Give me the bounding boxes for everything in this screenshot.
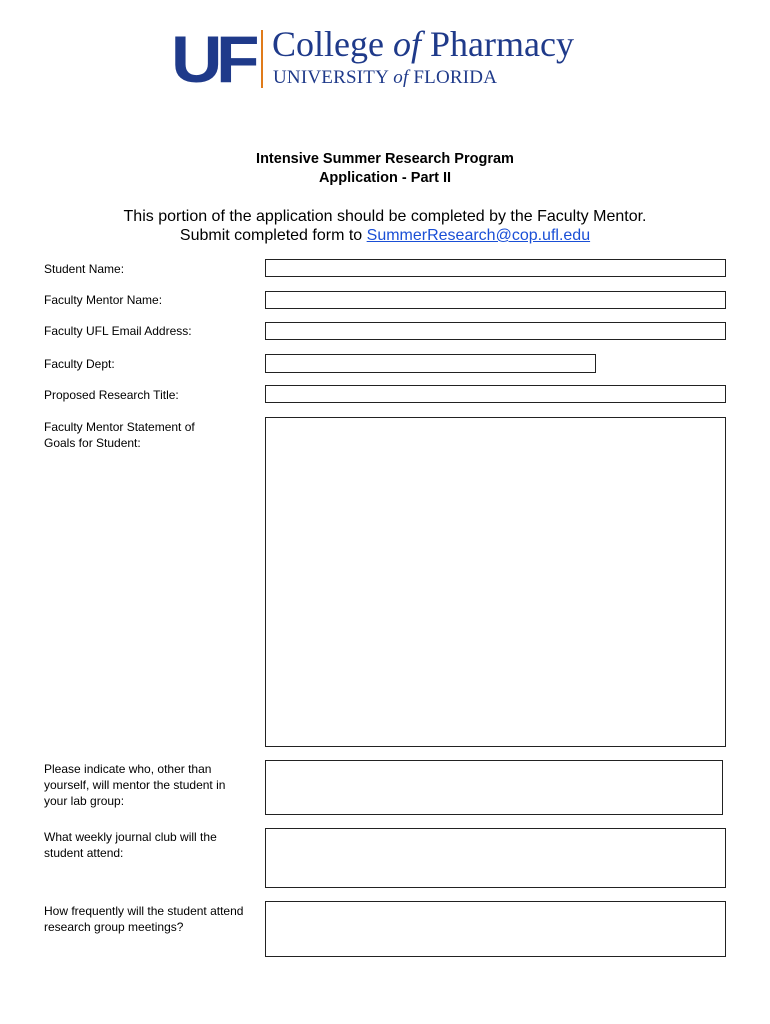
research-title-field[interactable] bbox=[265, 385, 726, 403]
submission-email-link[interactable]: SummerResearch@cop.ufl.edu bbox=[366, 227, 591, 244]
faculty-dept-field[interactable] bbox=[265, 354, 596, 373]
group-meetings-label: How frequently will the student attend research group meetings? bbox=[44, 904, 244, 934]
uf-monogram: UF bbox=[171, 22, 254, 96]
group-meetings-field[interactable] bbox=[265, 901, 726, 957]
logo-divider bbox=[261, 30, 263, 88]
journal-club-label: What weekly journal club will the student attend: bbox=[44, 830, 217, 860]
faculty-email-label: Faculty UFL Email Address: bbox=[44, 324, 192, 338]
student-name-label: Student Name: bbox=[44, 262, 125, 276]
program-title: Intensive Summer Research Program bbox=[256, 151, 514, 167]
logo-university-name: UNIVERSITY of FLORIDA bbox=[273, 67, 498, 88]
faculty-email-field[interactable] bbox=[265, 322, 726, 340]
faculty-dept-label: Faculty Dept: bbox=[44, 357, 115, 371]
journal-club-field[interactable] bbox=[265, 828, 726, 888]
statement-of-goals-field[interactable] bbox=[265, 417, 726, 747]
research-title-label: Proposed Research Title: bbox=[44, 388, 179, 402]
statement-of-goals-label: Faculty Mentor Statement of Goals for Student: bbox=[44, 420, 195, 450]
faculty-mentor-name-label: Faculty Mentor Name: bbox=[44, 293, 163, 307]
student-name-field[interactable] bbox=[265, 259, 726, 277]
instructions-line-1: This portion of the application should be completed by the Faculty Mentor. bbox=[123, 208, 647, 225]
logo-college-name: College of Pharmacy bbox=[272, 24, 574, 64]
uf-college-of-pharmacy-logo bbox=[171, 22, 611, 96]
application-part-title: Application - Part II bbox=[318, 170, 452, 186]
other-mentor-field[interactable] bbox=[265, 760, 723, 815]
instructions-line-2: Submit completed form to SummerResearch@cop.ufl.edu bbox=[179, 227, 591, 244]
faculty-mentor-name-field[interactable] bbox=[265, 291, 726, 309]
other-mentor-label: Please indicate who, other than yourself, will mentor the student in your lab group: bbox=[44, 762, 226, 808]
